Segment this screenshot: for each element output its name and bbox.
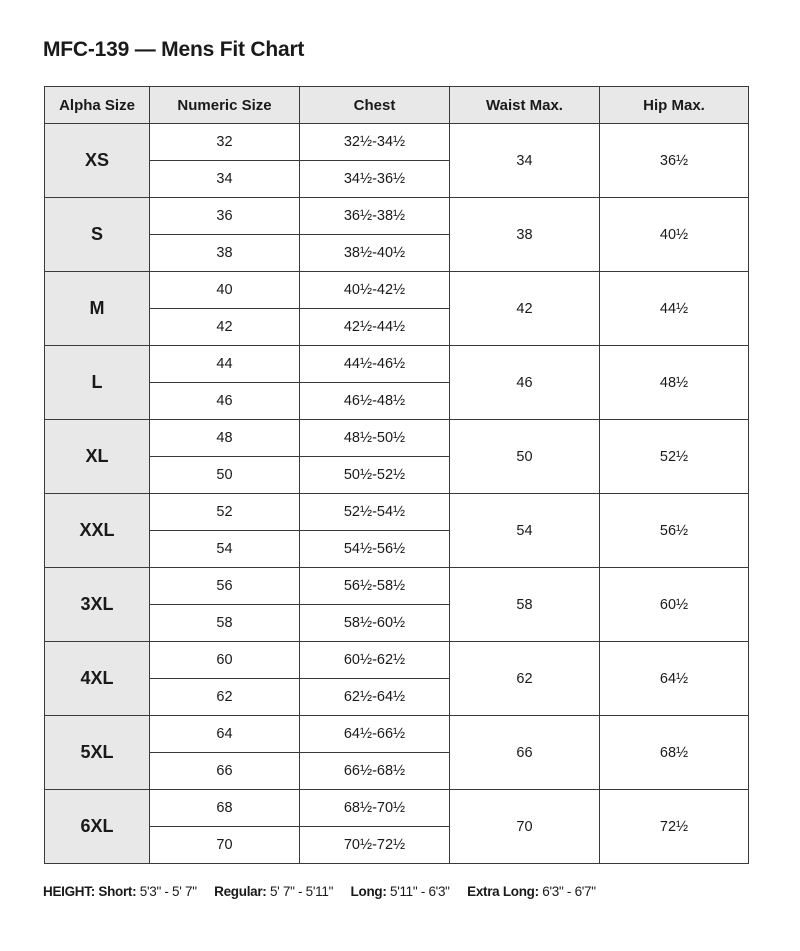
hip-max-cell: 44½ xyxy=(600,272,749,346)
header-alpha-size: Alpha Size xyxy=(45,87,150,124)
table-row xyxy=(45,642,749,679)
hip-max-cell: 52½ xyxy=(600,420,749,494)
numeric-size-cell: 60 xyxy=(150,642,300,679)
numeric-size-cell: 40 xyxy=(150,272,300,309)
height-regular-value: 5' 7" - 5'11" xyxy=(269,884,334,899)
alpha-size-cell: 5XL xyxy=(45,716,150,790)
chest-cell: 44½-46½ xyxy=(300,346,450,383)
hip-max-cell: 64½ xyxy=(600,642,749,716)
height-long-value: 5'11" - 6'3" xyxy=(389,884,450,899)
waist-max-cell: 50 xyxy=(450,420,600,494)
waist-max-cell: 46 xyxy=(450,346,600,420)
table-row xyxy=(45,198,749,235)
numeric-size-cell: 42 xyxy=(150,309,300,346)
numeric-size-cell: 58 xyxy=(150,605,300,642)
numeric-size-cell: 52 xyxy=(150,494,300,531)
numeric-size-cell: 48 xyxy=(150,420,300,457)
numeric-size-cell: 46 xyxy=(150,383,300,420)
hip-max-cell: 60½ xyxy=(600,568,749,642)
numeric-size-cell: 32 xyxy=(150,124,300,161)
chest-cell: 48½-50½ xyxy=(300,420,450,457)
numeric-size-cell: 56 xyxy=(150,568,300,605)
chest-cell: 56½-58½ xyxy=(300,568,450,605)
chest-cell: 68½-70½ xyxy=(300,790,450,827)
header-waist-max: Waist Max. xyxy=(450,87,600,124)
chest-cell: 64½-66½ xyxy=(300,716,450,753)
hip-max-cell: 72½ xyxy=(600,790,749,864)
numeric-size-cell: 36 xyxy=(150,198,300,235)
numeric-size-cell: 68 xyxy=(150,790,300,827)
chest-cell: 54½-56½ xyxy=(300,531,450,568)
chest-cell: 34½-36½ xyxy=(300,161,450,198)
chest-cell: 50½-52½ xyxy=(300,457,450,494)
header-numeric-size: Numeric Size xyxy=(150,87,300,124)
height-short xyxy=(98,884,200,899)
table-row xyxy=(45,420,749,457)
header-row xyxy=(45,87,749,124)
height-short-label: Short: xyxy=(98,884,137,899)
alpha-size-cell: XS xyxy=(45,124,150,198)
height-extra-long xyxy=(467,884,596,899)
chest-cell: 46½-48½ xyxy=(300,383,450,420)
alpha-size-cell: S xyxy=(45,198,150,272)
height-short-value: 5'3" - 5' 7" xyxy=(139,884,197,899)
chest-cell: 38½-40½ xyxy=(300,235,450,272)
alpha-size-cell: 6XL xyxy=(45,790,150,864)
height-extra-long-value: 6'3" - 6'7" xyxy=(542,884,596,899)
alpha-size-cell: XL xyxy=(45,420,150,494)
table-row xyxy=(45,346,749,383)
chest-cell: 60½-62½ xyxy=(300,642,450,679)
hip-max-cell: 40½ xyxy=(600,198,749,272)
fit-chart-table xyxy=(44,86,749,864)
page-title: MFC-139 — Mens Fit Chart xyxy=(43,38,305,61)
table-row xyxy=(45,494,749,531)
height-label: HEIGHT: xyxy=(43,884,95,899)
numeric-size-cell: 50 xyxy=(150,457,300,494)
waist-max-cell: 42 xyxy=(450,272,600,346)
chest-cell: 52½-54½ xyxy=(300,494,450,531)
height-extra-long-label: Extra Long: xyxy=(467,884,539,899)
hip-max-cell: 36½ xyxy=(600,124,749,198)
table-row xyxy=(45,568,749,605)
waist-max-cell: 34 xyxy=(450,124,600,198)
chest-cell: 32½-34½ xyxy=(300,124,450,161)
hip-max-cell: 56½ xyxy=(600,494,749,568)
waist-max-cell: 54 xyxy=(450,494,600,568)
waist-max-cell: 62 xyxy=(450,642,600,716)
numeric-size-cell: 38 xyxy=(150,235,300,272)
alpha-size-cell: L xyxy=(45,346,150,420)
chest-cell: 58½-60½ xyxy=(300,605,450,642)
height-regular xyxy=(214,884,336,899)
numeric-size-cell: 64 xyxy=(150,716,300,753)
waist-max-cell: 58 xyxy=(450,568,600,642)
height-long xyxy=(351,884,454,899)
header-chest: Chest xyxy=(300,87,450,124)
numeric-size-cell: 70 xyxy=(150,827,300,864)
waist-max-cell: 70 xyxy=(450,790,600,864)
chest-cell: 62½-64½ xyxy=(300,679,450,716)
waist-max-cell: 38 xyxy=(450,198,600,272)
numeric-size-cell: 54 xyxy=(150,531,300,568)
chest-cell: 66½-68½ xyxy=(300,753,450,790)
chest-cell: 40½-42½ xyxy=(300,272,450,309)
numeric-size-cell: 44 xyxy=(150,346,300,383)
numeric-size-cell: 34 xyxy=(150,161,300,198)
chest-cell: 42½-44½ xyxy=(300,309,450,346)
height-long-label: Long: xyxy=(350,884,387,899)
table-row xyxy=(45,124,749,161)
chest-cell: 36½-38½ xyxy=(300,198,450,235)
table-row xyxy=(45,790,749,827)
chest-cell: 70½-72½ xyxy=(300,827,450,864)
hip-max-cell: 68½ xyxy=(600,716,749,790)
alpha-size-cell: XXL xyxy=(45,494,150,568)
hip-max-cell: 48½ xyxy=(600,346,749,420)
height-regular-label: Regular: xyxy=(214,884,267,899)
numeric-size-cell: 62 xyxy=(150,679,300,716)
alpha-size-cell: 3XL xyxy=(45,568,150,642)
table-row xyxy=(45,716,749,753)
table-row xyxy=(45,272,749,309)
waist-max-cell: 66 xyxy=(450,716,600,790)
numeric-size-cell: 66 xyxy=(150,753,300,790)
header-hip-max: Hip Max. xyxy=(600,87,749,124)
height-footer xyxy=(43,884,596,899)
size-rows xyxy=(45,124,749,864)
alpha-size-cell: 4XL xyxy=(45,642,150,716)
alpha-size-cell: M xyxy=(45,272,150,346)
